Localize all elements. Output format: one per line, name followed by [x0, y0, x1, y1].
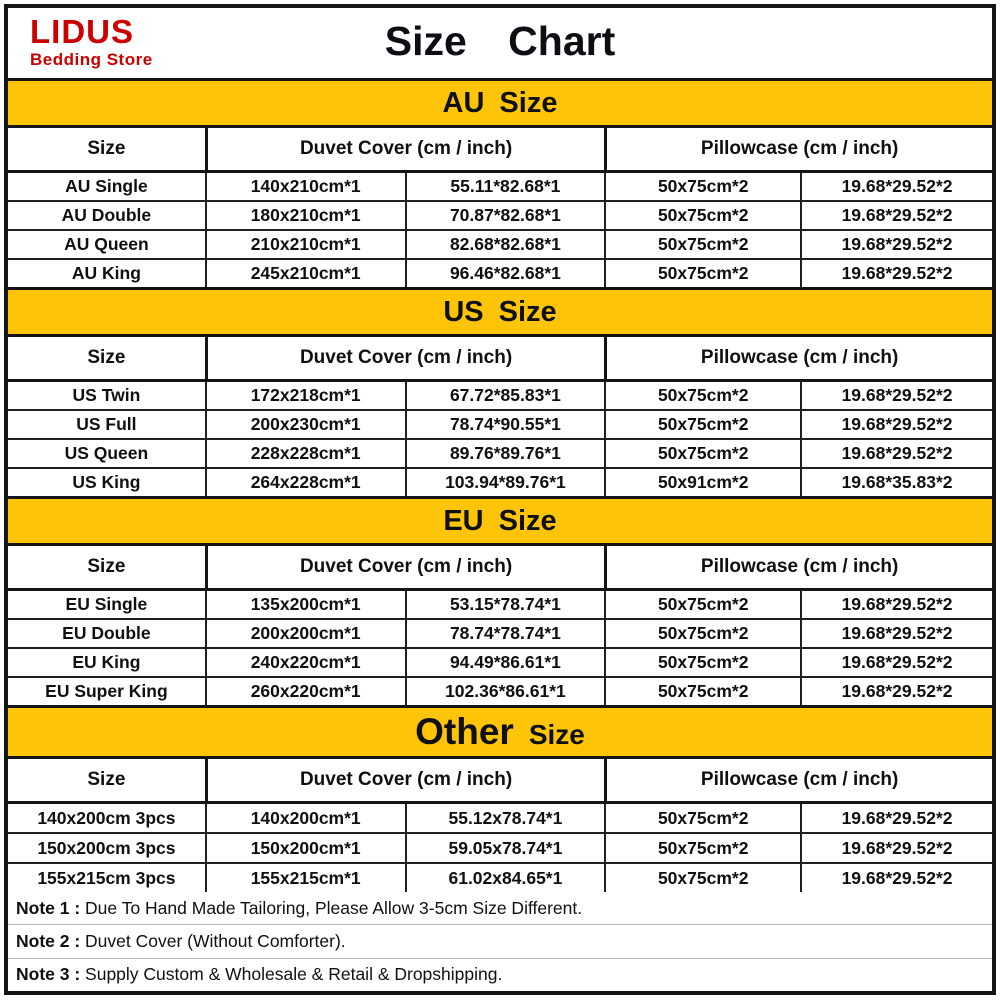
note-label: Note 3: [16, 964, 70, 985]
pillow-cm-cell: 50x75cm*2: [604, 260, 800, 287]
size-cell: US Twin: [72, 385, 141, 405]
size-cell: AU Double: [61, 205, 152, 225]
note-row: [8, 959, 992, 991]
banner-region-label: EU: [443, 505, 484, 537]
banner-size-label: Size: [498, 505, 557, 537]
size-table: [8, 337, 992, 496]
banner-region-label: US: [443, 296, 484, 328]
size-cell: AU Single: [65, 176, 148, 196]
duvet-inch-cell: 61.02x84.65*1: [405, 864, 605, 892]
size-cell: US Queen: [64, 443, 149, 463]
pillow-inch-cell: 19.68*29.52*2: [800, 864, 992, 892]
pillow-cm-cell: 50x75cm*2: [604, 804, 800, 832]
table-body: [8, 173, 992, 287]
banner-size-label: Size: [499, 87, 558, 119]
duvet-cm-cell: 135x200cm*1: [205, 591, 405, 618]
banner-region-label: Other: [415, 711, 514, 752]
table-row: [8, 834, 992, 864]
duvet-cm-cell: 228x228cm*1: [205, 440, 405, 467]
pillow-inch-cell: 19.68*29.52*2: [800, 231, 992, 258]
duvet-inch-cell: 59.05x78.74*1: [405, 834, 605, 862]
note-row: [8, 925, 992, 958]
size-cell: EU Single: [65, 594, 148, 614]
note-row: [8, 892, 992, 925]
note-text: Due To Hand Made Tailoring, Please Allow 3-5cm Size Different.: [85, 897, 583, 918]
table-row: [8, 864, 992, 892]
pillow-cm-cell: 50x75cm*2: [604, 649, 800, 676]
pillow-cm-cell: 50x75cm*2: [604, 591, 800, 618]
table-row: [8, 231, 992, 260]
duvet-inch-cell: 89.76*89.76*1: [405, 440, 605, 467]
size-column-header: Size: [87, 347, 126, 368]
pillow-column-header: Pillowcase (cm / inch): [604, 128, 992, 170]
duvet-inch-cell: 96.46*82.68*1: [405, 260, 605, 287]
pillow-inch-cell: 19.68*35.83*2: [800, 469, 992, 496]
size-section: [8, 705, 992, 892]
pillow-cm-cell: 50x75cm*2: [604, 678, 800, 705]
pillow-column-header: Pillowcase (cm / inch): [604, 337, 992, 379]
pillow-inch-cell: 19.68*29.52*2: [800, 411, 992, 438]
table-row: [8, 173, 992, 202]
duvet-cm-cell: 155x215cm*1: [205, 864, 405, 892]
size-table: [8, 759, 992, 892]
note-separator: :: [69, 964, 86, 985]
duvet-cm-cell: 245x210cm*1: [205, 260, 405, 287]
duvet-cm-cell: 180x210cm*1: [205, 202, 405, 229]
duvet-cm-cell: 240x220cm*1: [205, 649, 405, 676]
size-section: [8, 78, 992, 287]
banner-size-label: Size: [528, 719, 585, 750]
store-tagline: Bedding Store: [30, 50, 153, 69]
store-name: LIDUS: [30, 13, 134, 50]
pillow-cm-cell: 50x75cm*2: [604, 231, 800, 258]
pillow-column-header: Pillowcase (cm / inch): [604, 759, 992, 801]
section-banner: [8, 287, 992, 337]
table-row: [8, 678, 992, 705]
note-text: Duvet Cover (Without Comforter).: [85, 930, 346, 951]
table-row: [8, 440, 992, 469]
duvet-inch-cell: 78.74*78.74*1: [405, 620, 605, 647]
note-label: Note 2: [16, 930, 70, 951]
pillow-inch-cell: 19.68*29.52*2: [800, 382, 992, 409]
pillow-inch-cell: 19.68*29.52*2: [800, 804, 992, 832]
table-row: [8, 411, 992, 440]
pillow-cm-cell: 50x75cm*2: [604, 173, 800, 200]
note-separator: :: [69, 930, 86, 951]
duvet-column-header: Duvet Cover (cm / inch): [205, 128, 605, 170]
page-title: Size Chart: [384, 18, 616, 64]
note-text: Supply Custom & Wholesale & Retail & Dropshipping.: [85, 964, 503, 985]
duvet-inch-cell: 94.49*86.61*1: [405, 649, 605, 676]
pillow-cm-cell: 50x75cm*2: [604, 834, 800, 862]
table-body: [8, 804, 992, 892]
size-table: [8, 546, 992, 705]
pillow-inch-cell: 19.68*29.52*2: [800, 620, 992, 647]
size-cell: EU King: [72, 652, 141, 672]
table-row: [8, 591, 992, 620]
size-cell: 155x215cm 3pcs: [37, 867, 176, 888]
table-row: [8, 202, 992, 231]
pillow-inch-cell: 19.68*29.52*2: [800, 834, 992, 862]
table-header-row: [8, 128, 992, 173]
pillow-cm-cell: 50x75cm*2: [604, 202, 800, 229]
duvet-cm-cell: 260x220cm*1: [205, 678, 405, 705]
table-header-row: [8, 337, 992, 382]
size-chart-frame: [4, 4, 996, 995]
pillow-column-header: Pillowcase (cm / inch): [604, 546, 992, 588]
size-column-header: Size: [87, 769, 126, 790]
size-sections: [8, 78, 992, 892]
section-banner: [8, 496, 992, 546]
pillow-cm-cell: 50x75cm*2: [604, 620, 800, 647]
duvet-inch-cell: 53.15*78.74*1: [405, 591, 605, 618]
pillow-cm-cell: 50x75cm*2: [604, 864, 800, 892]
duvet-inch-cell: 67.72*85.83*1: [405, 382, 605, 409]
note-separator: :: [69, 897, 86, 918]
table-header-row: [8, 759, 992, 804]
pillow-inch-cell: 19.68*29.52*2: [800, 173, 992, 200]
duvet-column-header: Duvet Cover (cm / inch): [205, 759, 605, 801]
size-cell: 150x200cm 3pcs: [37, 837, 176, 858]
section-banner: [8, 78, 992, 128]
duvet-inch-cell: 103.94*89.76*1: [405, 469, 605, 496]
size-cell: AU King: [71, 263, 141, 283]
pillow-inch-cell: 19.68*29.52*2: [800, 678, 992, 705]
duvet-inch-cell: 70.87*82.68*1: [405, 202, 605, 229]
duvet-cm-cell: 172x218cm*1: [205, 382, 405, 409]
duvet-cm-cell: 210x210cm*1: [205, 231, 405, 258]
table-row: [8, 649, 992, 678]
table-header-row: [8, 546, 992, 591]
table-row: [8, 620, 992, 649]
pillow-cm-cell: 50x91cm*2: [604, 469, 800, 496]
size-section: [8, 496, 992, 705]
pillow-inch-cell: 19.68*29.52*2: [800, 649, 992, 676]
duvet-cm-cell: 264x228cm*1: [205, 469, 405, 496]
duvet-cm-cell: 200x200cm*1: [205, 620, 405, 647]
table-body: [8, 591, 992, 705]
duvet-cm-cell: 150x200cm*1: [205, 834, 405, 862]
pillow-cm-cell: 50x75cm*2: [604, 382, 800, 409]
duvet-cm-cell: 140x200cm*1: [205, 804, 405, 832]
table-row: [8, 804, 992, 834]
banner-size-label: Size: [498, 296, 557, 328]
table-row: [8, 382, 992, 411]
header-band: [8, 8, 992, 78]
size-cell: 140x200cm 3pcs: [37, 807, 176, 828]
size-table: [8, 128, 992, 287]
size-section: [8, 287, 992, 496]
size-cell: AU Queen: [64, 234, 149, 254]
duvet-inch-cell: 55.11*82.68*1: [405, 173, 605, 200]
notes-area: [8, 892, 992, 991]
pillow-cm-cell: 50x75cm*2: [604, 440, 800, 467]
duvet-cm-cell: 140x210cm*1: [205, 173, 405, 200]
size-cell: US Full: [76, 414, 137, 434]
size-column-header: Size: [87, 138, 126, 159]
duvet-column-header: Duvet Cover (cm / inch): [205, 546, 605, 588]
size-cell: US King: [72, 472, 141, 492]
banner-region-label: AU: [442, 87, 485, 119]
duvet-inch-cell: 78.74*90.55*1: [405, 411, 605, 438]
section-banner: [8, 705, 992, 759]
duvet-inch-cell: 82.68*82.68*1: [405, 231, 605, 258]
pillow-inch-cell: 19.68*29.52*2: [800, 202, 992, 229]
size-column-header: Size: [87, 556, 126, 577]
duvet-inch-cell: 55.12x78.74*1: [405, 804, 605, 832]
table-row: [8, 469, 992, 496]
table-body: [8, 382, 992, 496]
pillow-cm-cell: 50x75cm*2: [604, 411, 800, 438]
size-cell: EU Super King: [45, 681, 168, 701]
duvet-column-header: Duvet Cover (cm / inch): [205, 337, 605, 379]
size-cell: EU Double: [62, 623, 151, 643]
note-label: Note 1: [16, 897, 70, 918]
duvet-cm-cell: 200x230cm*1: [205, 411, 405, 438]
pillow-inch-cell: 19.68*29.52*2: [800, 440, 992, 467]
table-row: [8, 260, 992, 287]
pillow-inch-cell: 19.68*29.52*2: [800, 260, 992, 287]
pillow-inch-cell: 19.68*29.52*2: [800, 591, 992, 618]
duvet-inch-cell: 102.36*86.61*1: [405, 678, 605, 705]
